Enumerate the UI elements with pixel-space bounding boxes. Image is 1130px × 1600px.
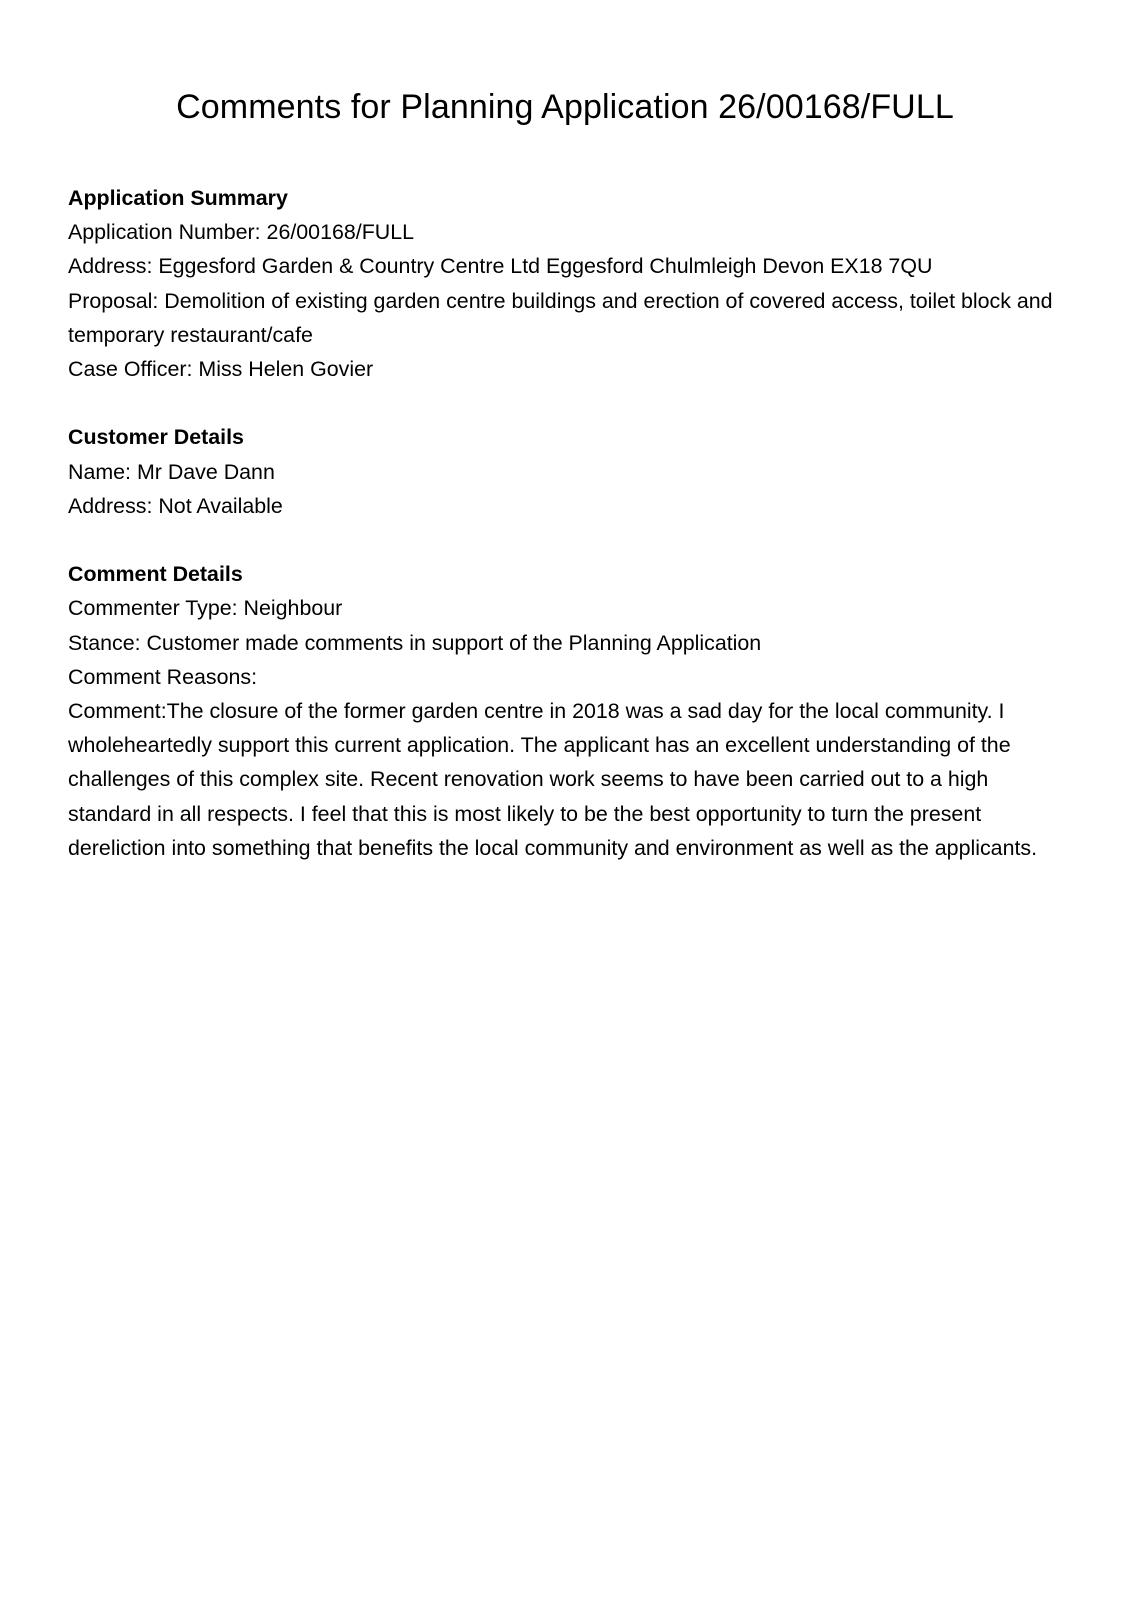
customer-name: Name: Mr Dave Dann [68,459,275,484]
comment-reasons: Comment Reasons: [68,664,258,689]
case-officer: Case Officer: Miss Helen Govier [68,357,374,382]
comment-text: Comment:The closure of the former garden centre in 2018 was a sad day for the local community. I wholeheartedly support this current application. The applicant has an excellent understanding of the challenges of this complex site. Recent renovation work seems to have been carried out to a high standard in all respects. I feel that this is most likely to be the best opportunity to turn the present dereliction into something that benefits the local community and environment as well as the applicants. [68,699,1038,860]
comment-details-heading: Comment Details [68,562,243,587]
application-summary-section [68,181,1068,386]
customer-details-section [68,420,1068,523]
application-summary-heading: Application Summary [68,186,288,210]
comment-details-section [68,557,1068,865]
commenter-type: Commenter Type: Neighbour [68,596,343,621]
customer-address: Address: Not Available [68,493,283,518]
document-body [68,181,1068,899]
comment-stance: Stance: Customer made comments in support of the Planning Application [68,630,762,655]
customer-details-heading: Customer Details [68,425,244,450]
application-proposal: Proposal: Demolition of existing garden centre buildings and erection of covered access, toilet block and temporary restaurant/cafe [68,288,1053,347]
page-title: Comments for Planning Application 26/00168/FULL [176,88,954,126]
application-number: Application Number: 26/00168/FULL [68,220,415,245]
application-address: Address: Eggesford Garden & Country Centre Ltd Eggesford Chulmleigh Devon EX18 7QU [68,254,933,279]
